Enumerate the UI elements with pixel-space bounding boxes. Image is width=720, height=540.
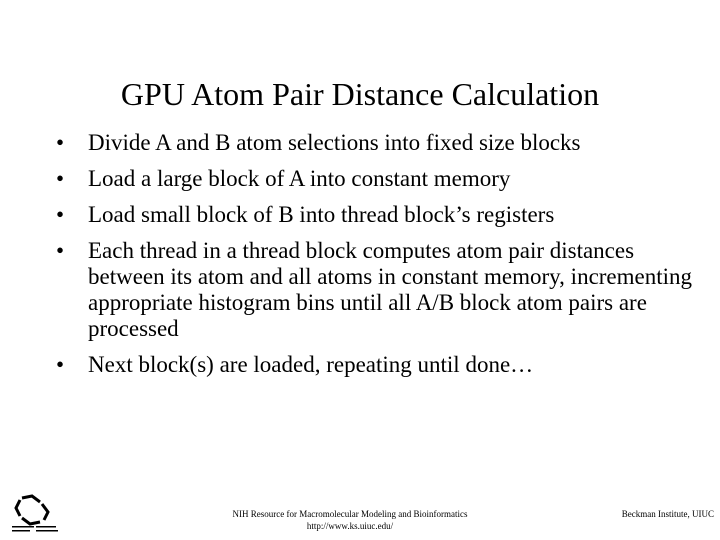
bullet-item [56,166,696,192]
bullet-dot: • [56,238,65,263]
bullet-text: Each thread in a thread block computes atom pair distances between its atom and all atoms in constant memory, incrementing appropriate histogram bins until all A/B block atom pairs are processed [88,238,693,341]
bullet-item [56,238,696,342]
bullet-item [56,202,696,228]
bullet-list [56,130,696,388]
footer-resource-name: NIH Resource for Macromolecular Modeling and Bioinformatics [232,509,468,519]
bullet-item [56,352,696,378]
bullet-text: Load a large block of A into constant memory [88,166,511,191]
footer-institution: Beckman Institute, UIUC [621,509,714,519]
bullet-text: Load small block of B into thread block’s registers [88,202,555,227]
footer-center [200,508,500,532]
footer-url: http://www.ks.uiuc.edu/ [306,521,394,531]
bullet-dot: • [56,130,65,155]
bullet-item [56,130,696,156]
bullet-text: Divide A and B atom selections into fixed size blocks [88,130,581,155]
slide-title: GPU Atom Pair Distance Calculation [120,76,600,112]
bullet-dot: • [56,202,65,227]
bullet-dot: • [56,352,65,377]
bullet-dot: • [56,166,65,191]
beckman-logo-icon [8,492,64,536]
bullet-text: Next block(s) are loaded, repeating until done… [88,352,534,377]
